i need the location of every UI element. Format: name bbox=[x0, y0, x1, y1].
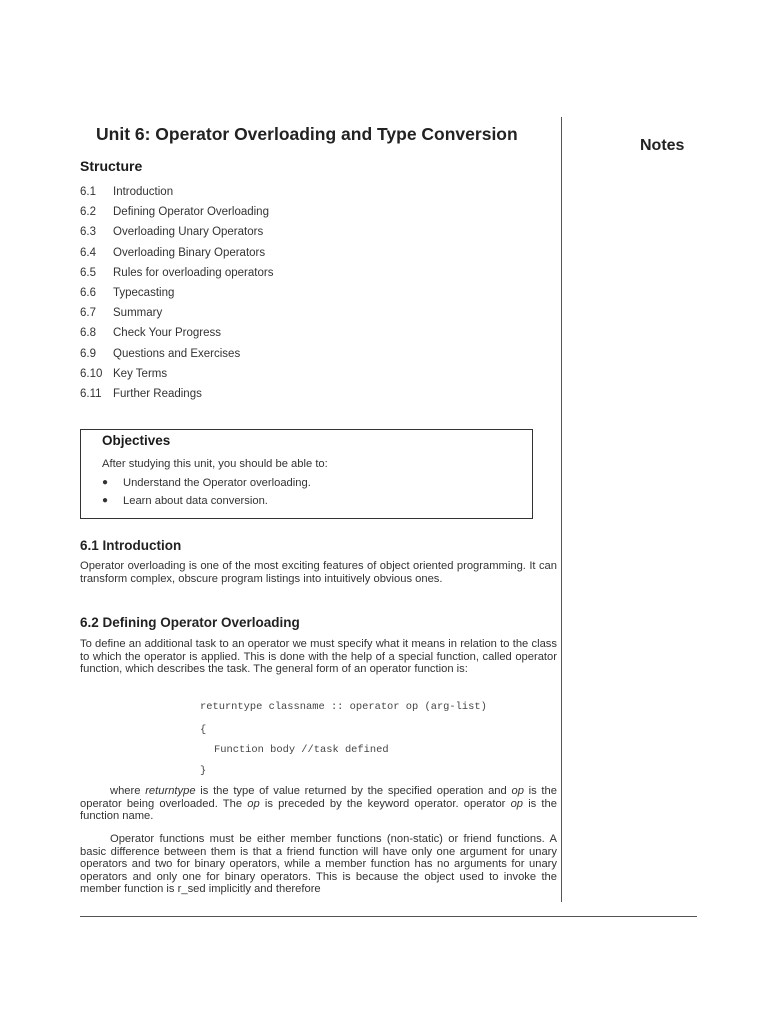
objective-text: Understand the Operator overloading. bbox=[123, 477, 311, 489]
structure-item bbox=[80, 364, 557, 384]
text-run: is the type of value returned by the specified operation and bbox=[195, 785, 512, 797]
structure-item-label: Further Readings bbox=[113, 388, 202, 401]
structure-item-number: 6.7 bbox=[80, 307, 96, 320]
structure-item-number: 6.3 bbox=[80, 226, 96, 239]
structure-item bbox=[80, 202, 557, 222]
text-run: is preceded by the keyword operator. operator bbox=[259, 797, 511, 810]
section-paragraph bbox=[80, 785, 557, 823]
objectives-box bbox=[80, 429, 533, 519]
text-run-italic: op bbox=[247, 797, 260, 810]
structure-item bbox=[80, 323, 557, 343]
code-brace-close: } bbox=[200, 765, 207, 777]
objective-item bbox=[102, 492, 532, 510]
structure-heading: Structure bbox=[80, 158, 143, 174]
structure-item-number: 6.4 bbox=[80, 246, 96, 259]
structure-item-label: Rules for overloading operators bbox=[113, 266, 274, 279]
text-run-italic: returntype bbox=[145, 785, 196, 797]
structure-item-number: 6.10 bbox=[80, 367, 103, 380]
structure-item-number: 6.9 bbox=[80, 347, 96, 360]
objectives-heading: Objectives bbox=[102, 433, 171, 448]
section-paragraph: Operator overloading is one of the most exciting features of object oriented programming. It can transform complex, obscure program listings into intuitively obvious ones. bbox=[80, 560, 557, 585]
structure-item bbox=[80, 182, 557, 202]
structure-item bbox=[80, 243, 557, 263]
structure-list bbox=[80, 182, 557, 404]
section-paragraph: Operator functions must be either member functions (non-static) or friend functions. A basic difference between them is that a friend function will have only one argument for unary operators and two for binary operators, while a member function has no arguments for unary operators and only one for binary operators. This is because the object used to invoke the member function is r_sed implicitly and therefore bbox=[80, 833, 557, 896]
structure-item-number: 6.2 bbox=[80, 206, 96, 219]
structure-item-label: Check Your Progress bbox=[113, 327, 222, 340]
objective-text: Learn about data conversion. bbox=[123, 495, 268, 507]
objective-item bbox=[102, 474, 532, 492]
structure-item-number: 6.6 bbox=[80, 287, 96, 300]
text-run-italic: op bbox=[511, 785, 524, 797]
bullet-icon: ● bbox=[102, 477, 109, 488]
margin-divider bbox=[561, 117, 562, 902]
section-6-1 bbox=[80, 537, 557, 585]
structure-item-label: Typecasting bbox=[113, 287, 175, 300]
text-run-italic: op bbox=[510, 797, 524, 810]
unit-title: Unit 6: Operator Overloading and Type Conversion bbox=[96, 124, 518, 144]
structure-item-number: 6.11 bbox=[80, 388, 102, 401]
structure-item-number: 6.5 bbox=[80, 266, 96, 279]
footer-rule bbox=[80, 916, 697, 917]
structure-item bbox=[80, 283, 557, 303]
text-run: where bbox=[110, 785, 146, 797]
structure-item bbox=[80, 303, 557, 323]
section-heading: 6.2 Defining Operator Overloading bbox=[80, 615, 300, 630]
objectives-intro: After studying this unit, you should be able to: bbox=[102, 458, 328, 470]
code-line: Function body //task defined bbox=[214, 744, 389, 756]
code-line: returntype classname :: operator op (arg-list) bbox=[200, 701, 487, 713]
structure-item-number: 6.1 bbox=[80, 186, 96, 198]
structure-item bbox=[80, 222, 557, 242]
code-brace-open: { bbox=[200, 724, 207, 736]
structure-item bbox=[80, 344, 557, 364]
structure-item-label: Overloading Binary Operators bbox=[113, 246, 266, 259]
structure-item-label: Summary bbox=[113, 307, 163, 320]
text-run: is the operator being overloaded. The bbox=[80, 785, 557, 810]
structure-item bbox=[80, 263, 557, 283]
notes-label: Notes bbox=[640, 137, 685, 154]
bullet-icon: ● bbox=[102, 495, 109, 506]
structure-item-label: Questions and Exercises bbox=[113, 347, 241, 360]
section-heading: 6.1 Introduction bbox=[80, 538, 182, 553]
text-run: is the function name. bbox=[80, 797, 557, 823]
main-column bbox=[80, 120, 557, 896]
structure-item-label: Defining Operator Overloading bbox=[113, 206, 269, 219]
structure-item-label: Key Terms bbox=[113, 367, 168, 380]
structure-item-number: 6.8 bbox=[80, 327, 96, 340]
section-paragraph: To define an additional task to an operator we must specify what it means in relation to the class to which the operator is applied. This is done with the help of a special function, called operator function, which describes the task. The general form of an operator function is: bbox=[80, 638, 557, 676]
objectives-list bbox=[102, 474, 532, 510]
structure-item-label: Introduction bbox=[113, 186, 174, 198]
structure-item bbox=[80, 384, 557, 404]
section-6-2 bbox=[80, 614, 557, 896]
structure-item-label: Overloading Unary Operators bbox=[113, 226, 264, 239]
